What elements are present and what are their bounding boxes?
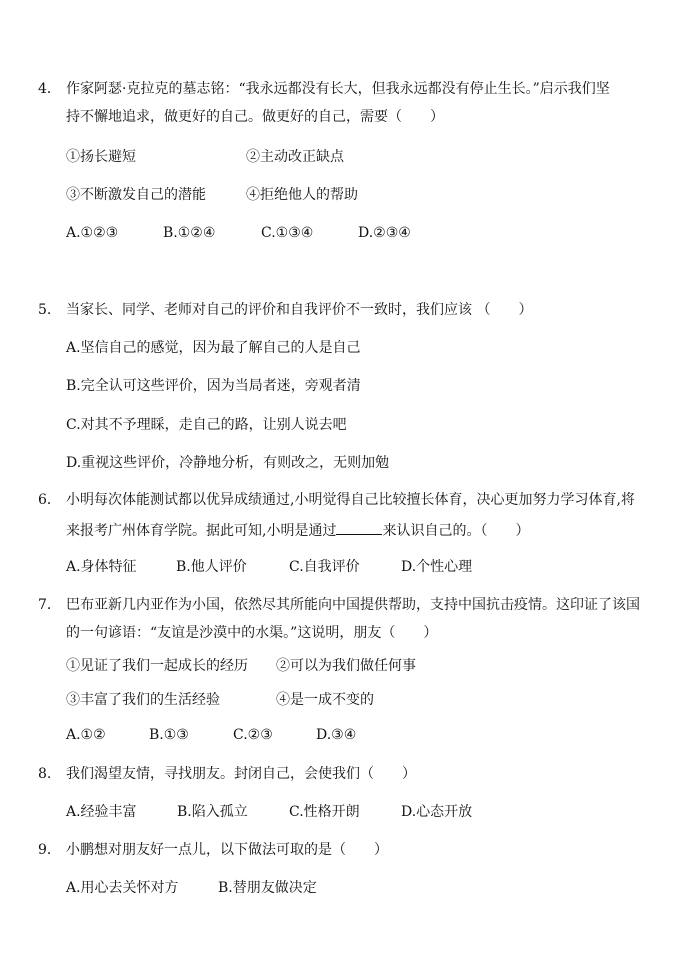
- question-5-option-c: C.对其不予理睬，走自己的路，让别人说去吧: [66, 417, 347, 433]
- question-4-stem-line1: [38, 80, 610, 98]
- question-6-option-a: A.身体特征: [66, 559, 137, 575]
- question-5-option-d: D.重视这些评价，冷静地分析，有则改之，无则加勉: [66, 455, 390, 471]
- question-text: 巴布亚新几内亚作为小国，依然尽其所能向中国提供帮助，支持中国抗击疫情。这印证了该国: [66, 597, 640, 613]
- question-4-item-4: ④拒绝他人的帮助: [246, 187, 358, 203]
- question-number: 9．: [38, 842, 61, 858]
- question-text: 作家阿瑟·克拉克的墓志铭：“我永远都没有长大，但我永远都没有停止生长。”启示我们坚: [66, 81, 610, 97]
- question-5-stem: [38, 301, 532, 319]
- question-4-option-b: B.①②④: [163, 225, 216, 241]
- question-9-stem: [38, 841, 388, 859]
- question-4-option-c: C.①③④: [261, 225, 314, 241]
- question-7-option-d: D.③④: [316, 727, 357, 743]
- question-4-item-1: ①扬长避短: [66, 149, 136, 165]
- question-5-option-a: A.坚信自己的感觉，因为最了解自己的人是自己: [66, 340, 361, 356]
- question-9-option-b: B.替朋友做决定: [218, 880, 317, 896]
- question-7-stem-line2: 的一句谚语：“友谊是沙漠中的水渠。”这说明，朋友（ ）: [66, 625, 438, 641]
- question-7-item-3: ③丰富了我们的生活经验: [66, 692, 220, 708]
- question-4-option-d: D.②③④: [358, 225, 411, 241]
- question-8-option-d: D.心态开放: [401, 804, 473, 820]
- question-8-option-b: B.陷入孤立: [177, 804, 248, 820]
- question-7-option-b: B.①③: [149, 727, 189, 743]
- question-5-option-b: B.完全认可这些评价，因为当局者迷，旁观者清: [66, 378, 361, 394]
- question-text: 小鹏想对朋友好一点儿，以下做法可取的是（ ）: [66, 842, 388, 858]
- question-7-stem-line1: [38, 596, 640, 614]
- question-9-option-a: A.用心去关怀对方: [66, 880, 179, 896]
- question-text: 当家长、同学、老师对自己的评价和自我评价不一致时，我们应该 （ ）: [66, 302, 533, 318]
- question-4-option-a: A.①②③: [66, 225, 119, 241]
- question-text: 小明每次体能测试都以优异成绩通过,小明觉得自己比较擅长体育，决心更加努力学习体育,将: [66, 492, 635, 508]
- question-8-option-c: C.性格开朗: [289, 804, 360, 820]
- question-number: 4．: [38, 81, 61, 97]
- question-text-part1: 来报考广州体育学院。据此可知,小明是通过: [66, 523, 337, 539]
- question-8-option-a: A.经验丰富: [66, 804, 137, 820]
- question-number: 8.: [38, 766, 52, 782]
- question-4-item-3: ③不断激发自己的潜能: [66, 187, 206, 203]
- question-7-item-4: ④是一成不变的: [276, 692, 374, 708]
- question-4-item-2: ②主动改正缺点: [246, 149, 344, 165]
- question-text: 我们渴望友情，寻找朋友。封闭自己，会使我们（ ）: [66, 766, 416, 782]
- question-6-option-b: B.他人评价: [176, 559, 247, 575]
- question-4-stem-line2: 持不懈地追求，做更好的自己。做更好的自己，需要（ ）: [66, 109, 444, 125]
- question-7-item-1: ①见证了我们一起成长的经历: [66, 658, 248, 674]
- question-6-stem-line2: [66, 520, 529, 540]
- question-6-option-d: D.个性心理: [401, 559, 473, 575]
- question-7-option-a: A.①②: [66, 727, 106, 743]
- question-text-part2: 来认识自己的。（ ）: [382, 523, 530, 539]
- question-6-option-c: C.自我评价: [289, 559, 360, 575]
- question-8-stem: [38, 765, 416, 783]
- question-number: 7．: [38, 597, 61, 613]
- question-6-stem-line1: [38, 491, 635, 509]
- answer-blank: [336, 520, 382, 535]
- question-7-item-2: ②可以为我们做任何事: [276, 658, 416, 674]
- question-number: 6．: [38, 492, 61, 508]
- question-7-option-c: C.②③: [233, 727, 273, 743]
- question-number: 5.: [38, 302, 52, 318]
